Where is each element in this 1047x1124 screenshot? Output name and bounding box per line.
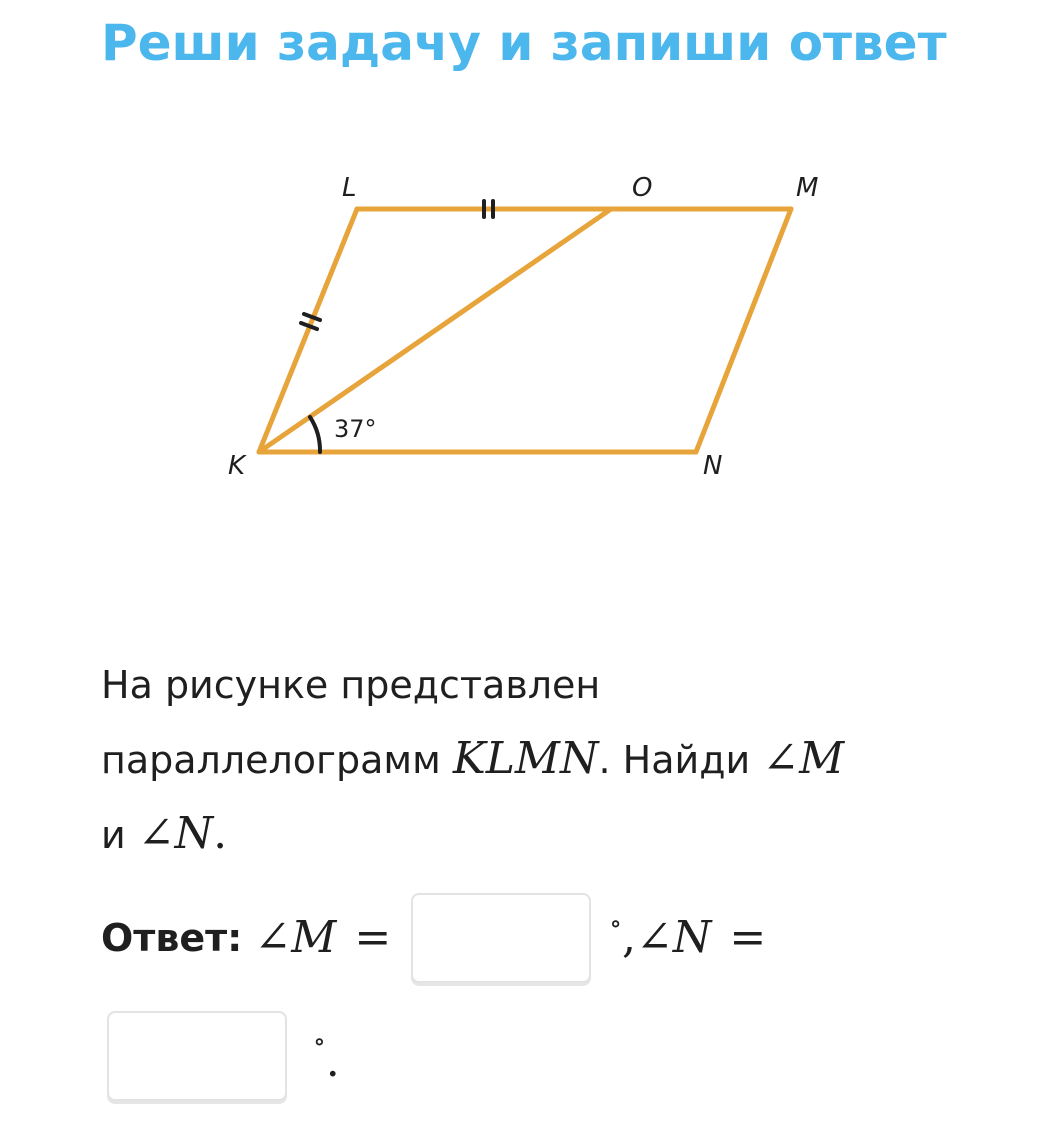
parallelogram-figure — [0, 0, 1047, 560]
vertex-label-K: K — [228, 451, 246, 481]
figure-name-KLMN: KLMN — [452, 733, 599, 784]
angle-symbol: ∠ — [137, 808, 175, 859]
answer-input-angle-N[interactable] — [107, 1011, 287, 1101]
angle-N-var: N — [174, 808, 214, 859]
vertex-label-M: M — [796, 173, 819, 203]
tick-KL-2 — [301, 323, 317, 329]
problem-text-and: и — [101, 813, 126, 857]
tick-KL-1 — [304, 314, 320, 320]
answer-angle-N: ∠N — [635, 912, 712, 963]
degree-symbol-1: ∘ — [609, 908, 622, 939]
vertex-label-N: N — [703, 451, 723, 481]
angle-arc-K — [310, 417, 320, 452]
answer-row-2 — [107, 1008, 340, 1103]
answer-period: . — [325, 1036, 340, 1087]
page-title: Реши задачу и запиши ответ — [101, 14, 947, 72]
answer-input-angle-M[interactable] — [411, 893, 591, 983]
angle-M-var: M — [799, 733, 845, 784]
problem-statement — [101, 648, 951, 872]
vertex-label-O: O — [632, 173, 653, 203]
degree-symbol-2: ∘ — [313, 1026, 326, 1057]
problem-line-1: На рисунке представлен — [101, 663, 601, 707]
problem-period: . — [213, 808, 228, 859]
answer-row-1 — [101, 890, 766, 985]
answer-equals-2: = — [729, 912, 767, 963]
problem-text-find: . Найди — [598, 738, 751, 782]
answer-comma: , — [621, 912, 636, 963]
angle-label-37: 37° — [334, 415, 377, 443]
answer-label: Ответ: — [101, 915, 243, 960]
side-MN — [696, 209, 791, 452]
angle-symbol: ∠ — [762, 733, 800, 784]
vertex-label-L: L — [342, 173, 357, 203]
problem-text-parallelogram: параллелограмм — [101, 738, 441, 782]
answer-equals-1: = — [354, 912, 392, 963]
segment-KO — [259, 209, 611, 452]
answer-angle-M: ∠M — [254, 912, 337, 963]
problem-line-2 — [101, 722, 951, 797]
problem-line-3 — [101, 797, 951, 872]
